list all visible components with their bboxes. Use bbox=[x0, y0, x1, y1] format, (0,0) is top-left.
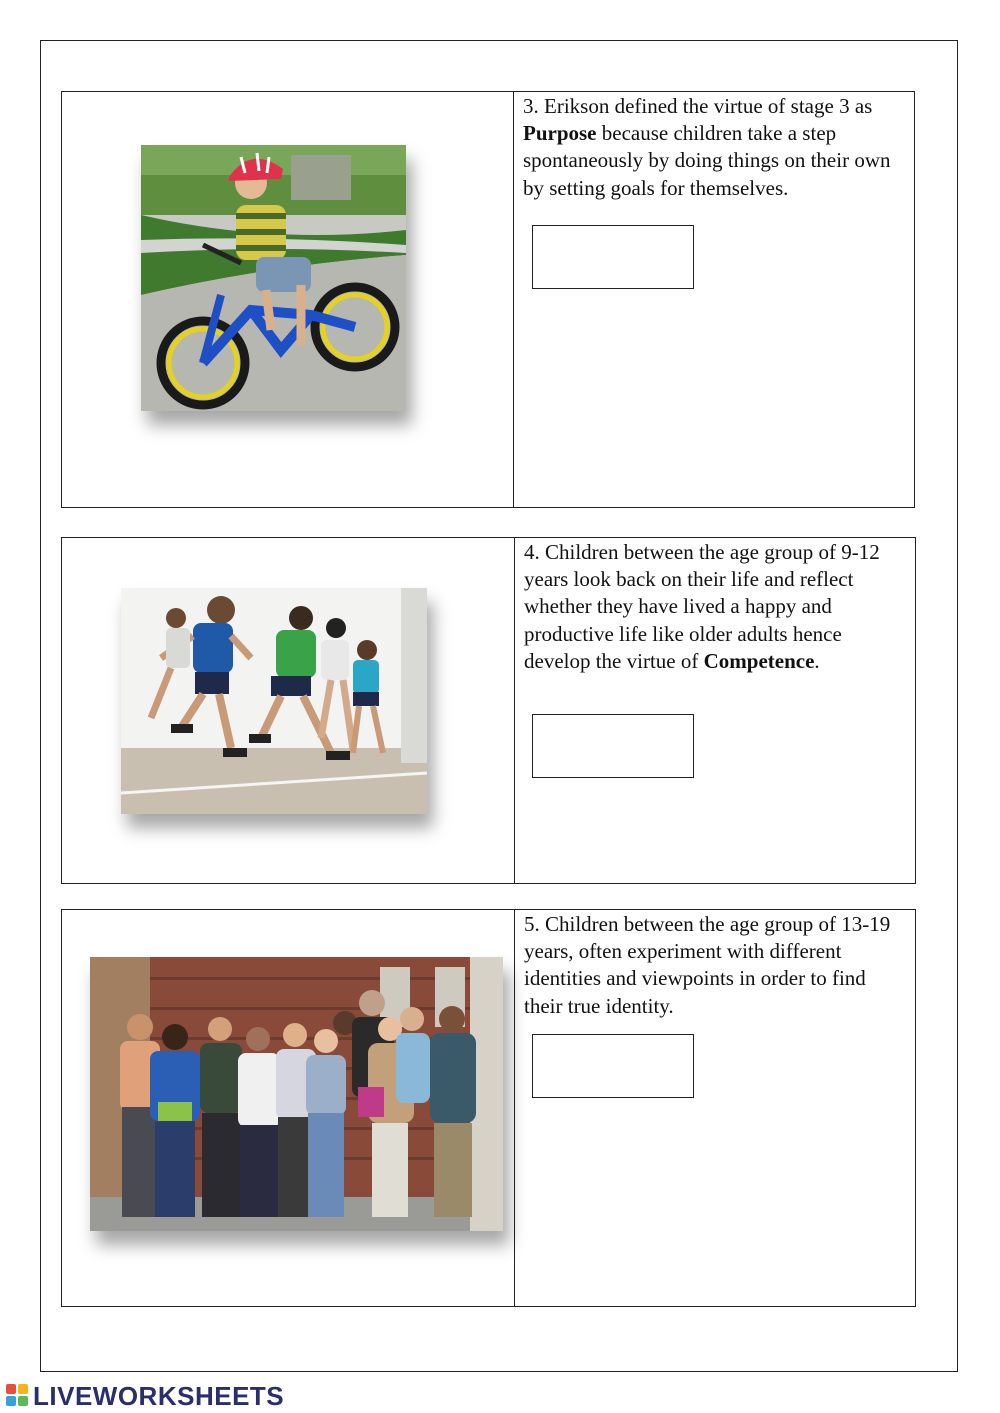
question-text: 3. Erikson defined the virtue of stage 3 as Purpose because children take a step spontaneously by doing things on their own by setting goals for themselves. bbox=[523, 94, 891, 200]
question-text: 4. Children between the age group of 9-12 years look back on their life and reflect whether they have lived a happy and productive life like older adults hence develop the virtue of Competence. bbox=[524, 540, 880, 673]
answer-drop-box-4[interactable] bbox=[532, 714, 694, 778]
answer-drop-box-3[interactable] bbox=[532, 225, 694, 289]
question-card-3 bbox=[61, 91, 915, 508]
text-cell bbox=[515, 910, 915, 1306]
text-cell bbox=[515, 538, 915, 883]
question-card-4 bbox=[61, 537, 916, 884]
logo-text: LIVEWORKSHEETS bbox=[33, 1380, 285, 1411]
liveworksheets-logo[interactable] bbox=[6, 1382, 284, 1410]
key-term: Purpose bbox=[523, 121, 597, 146]
question-card-5 bbox=[61, 909, 916, 1307]
key-term: Competence bbox=[703, 648, 815, 673]
image-cell bbox=[62, 92, 514, 507]
answer-drop-box-5[interactable] bbox=[532, 1034, 694, 1098]
image-cell bbox=[62, 538, 515, 883]
question-text: 5. Children between the age group of 13-19 years, often experiment with different identities and viewpoints in order to find their true identity. bbox=[524, 912, 891, 1018]
boy-on-bicycle-photo bbox=[141, 145, 406, 411]
teenagers-group-photo bbox=[90, 957, 503, 1231]
logo-blocks-icon bbox=[6, 1384, 30, 1408]
children-running-photo bbox=[121, 588, 427, 814]
text-cell bbox=[514, 92, 914, 507]
image-cell bbox=[62, 910, 515, 1306]
